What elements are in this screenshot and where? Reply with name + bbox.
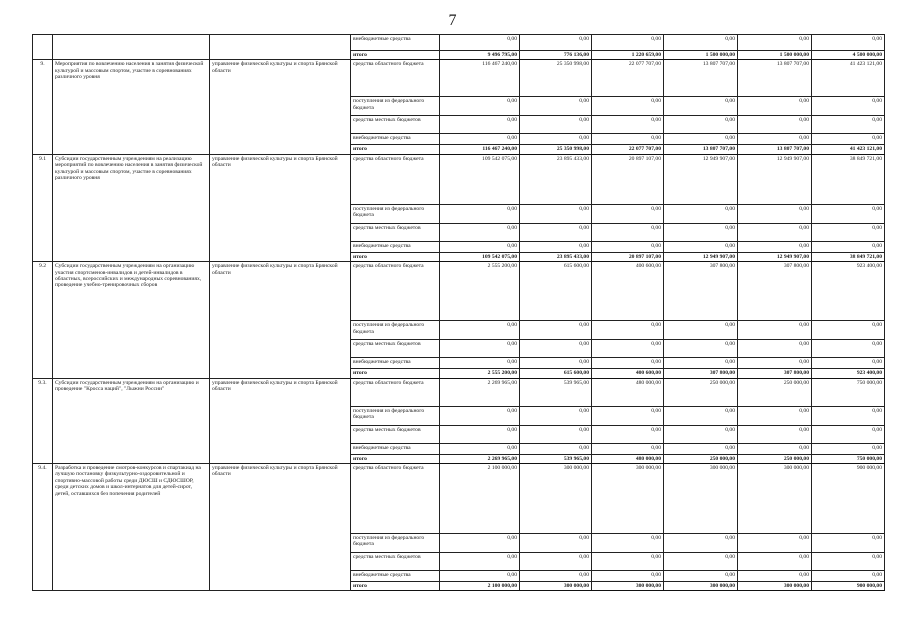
amount-cell: 0,00 — [738, 134, 812, 145]
amount-cell: 0,00 — [812, 321, 885, 340]
amount-cell: 20 897 107,00 — [592, 252, 664, 261]
amount-cell: 22 077 707,00 — [592, 60, 664, 97]
amount-cell: 0,00 — [664, 553, 738, 571]
amount-cell: 776 136,00 — [520, 51, 592, 60]
amount-cell: 307 800,00 — [738, 262, 812, 321]
amount-cell: 0,00 — [520, 553, 592, 571]
amount-cell: 300 000,00 — [664, 464, 738, 534]
amount-cell: 0,00 — [592, 321, 664, 340]
amount-cell: 0,00 — [520, 223, 592, 241]
amount-cell: 0,00 — [664, 116, 738, 134]
amount-cell: 109 542 075,00 — [440, 154, 520, 204]
activity-name-cell: Субсидии государственным учреждениям на реализацию мероприятий по вовлечению населения в занятия физической культурой и массовым спортом, участие в соревнованиях различного уровня — [53, 154, 210, 261]
funding-source-cell: итого — [351, 252, 440, 261]
amount-cell: 0,00 — [592, 340, 664, 358]
amount-cell: 0,00 — [738, 425, 812, 443]
amount-cell: 2 100 000,00 — [440, 582, 520, 591]
amount-cell: 0,00 — [520, 534, 592, 553]
funding-source-cell: средства местных бюджетов — [351, 116, 440, 134]
funding-source-cell: итого — [351, 454, 440, 463]
row-index-cell: 9.3. — [33, 378, 53, 463]
amount-cell: 0,00 — [812, 534, 885, 553]
amount-cell: 300 000,00 — [520, 464, 592, 534]
amount-cell: 38 849 721,00 — [812, 252, 885, 261]
funding-source-cell: поступления из федерального бюджета — [351, 406, 440, 425]
amount-cell: 900 000,00 — [812, 582, 885, 591]
amount-cell: 615 600,00 — [520, 262, 592, 321]
amount-cell: 0,00 — [440, 97, 520, 116]
table-row — [33, 464, 885, 534]
amount-cell: 0,00 — [812, 116, 885, 134]
funding-source-cell: средства областного бюджета — [351, 60, 440, 97]
amount-cell: 116 467 240,00 — [440, 60, 520, 97]
amount-cell: 0,00 — [520, 358, 592, 369]
amount-cell: 0,00 — [664, 340, 738, 358]
amount-cell: 13 807 707,00 — [664, 145, 738, 154]
amount-cell: 0,00 — [738, 241, 812, 252]
amount-cell: 0,00 — [440, 204, 520, 223]
amount-cell: 307 800,00 — [664, 262, 738, 321]
page-number: 7 — [448, 12, 457, 29]
table-row — [33, 262, 885, 321]
funding-source-cell: внебюджетные средства — [351, 241, 440, 252]
amount-cell: 0,00 — [738, 406, 812, 425]
amount-cell: 0,00 — [520, 97, 592, 116]
amount-cell: 0,00 — [440, 443, 520, 454]
amount-cell: 400 600,00 — [592, 262, 664, 321]
funding-source-cell: средства областного бюджета — [351, 262, 440, 321]
amount-cell: 250 000,00 — [738, 378, 812, 406]
funding-source-cell: поступления из федерального бюджета — [351, 204, 440, 223]
amount-cell: 41 423 121,00 — [812, 60, 885, 97]
amount-cell: 22 077 707,00 — [592, 145, 664, 154]
amount-cell: 0,00 — [592, 204, 664, 223]
amount-cell: 307 800,00 — [738, 369, 812, 378]
amount-cell: 0,00 — [738, 223, 812, 241]
amount-cell: 0,00 — [664, 406, 738, 425]
amount-cell: 0,00 — [440, 358, 520, 369]
amount-cell: 300 000,00 — [738, 464, 812, 534]
amount-cell: 0,00 — [738, 571, 812, 582]
amount-cell: 13 807 707,00 — [738, 60, 812, 97]
funding-source-cell: итого — [351, 51, 440, 60]
amount-cell: 750 000,00 — [812, 378, 885, 406]
amount-cell: 0,00 — [664, 358, 738, 369]
amount-cell: 0,00 — [738, 116, 812, 134]
amount-cell: 0,00 — [812, 241, 885, 252]
amount-cell: 0,00 — [440, 223, 520, 241]
amount-cell: 0,00 — [592, 553, 664, 571]
funding-source-cell: средства местных бюджетов — [351, 340, 440, 358]
amount-cell: 300 000,00 — [738, 582, 812, 591]
amount-cell: 300 000,00 — [664, 582, 738, 591]
table-row — [33, 35, 885, 51]
amount-cell: 0,00 — [664, 443, 738, 454]
executor-cell: управление физической культуры и спорта Брянской области — [210, 464, 351, 591]
activity-name-cell — [53, 35, 210, 60]
budget-table — [32, 34, 885, 591]
amount-cell: 250 000,00 — [738, 454, 812, 463]
amount-cell: 0,00 — [592, 571, 664, 582]
amount-cell: 0,00 — [664, 425, 738, 443]
amount-cell: 1 500 000,00 — [664, 51, 738, 60]
amount-cell: 0,00 — [520, 425, 592, 443]
amount-cell: 12 949 907,00 — [738, 252, 812, 261]
amount-cell: 300 000,00 — [520, 582, 592, 591]
amount-cell: 9 496 795,00 — [440, 51, 520, 60]
amount-cell: 0,00 — [812, 406, 885, 425]
funding-source-cell: поступления из федерального бюджета — [351, 321, 440, 340]
amount-cell: 539 965,00 — [520, 378, 592, 406]
amount-cell: 0,00 — [440, 553, 520, 571]
amount-cell: 0,00 — [664, 97, 738, 116]
amount-cell: 0,00 — [812, 571, 885, 582]
amount-cell: 25 350 998,00 — [520, 145, 592, 154]
amount-cell: 0,00 — [440, 571, 520, 582]
amount-cell: 0,00 — [440, 425, 520, 443]
executor-cell — [210, 35, 351, 60]
amount-cell: 109 542 075,00 — [440, 252, 520, 261]
amount-cell: 0,00 — [812, 204, 885, 223]
amount-cell: 0,00 — [592, 443, 664, 454]
amount-cell: 23 895 433,00 — [520, 154, 592, 204]
row-index-cell — [33, 35, 53, 60]
amount-cell: 0,00 — [738, 553, 812, 571]
amount-cell: 12 949 907,00 — [738, 154, 812, 204]
amount-cell: 25 350 998,00 — [520, 60, 592, 97]
amount-cell: 300 000,00 — [592, 464, 664, 534]
amount-cell: 0,00 — [592, 534, 664, 553]
amount-cell: 923 400,00 — [812, 262, 885, 321]
amount-cell: 0,00 — [592, 358, 664, 369]
amount-cell: 0,00 — [664, 134, 738, 145]
amount-cell: 2 269 965,00 — [440, 454, 520, 463]
amount-cell: 0,00 — [440, 534, 520, 553]
table-row — [33, 60, 885, 97]
executor-cell: управление физической культуры и спорта Брянской области — [210, 378, 351, 463]
funding-source-cell: поступления из федерального бюджета — [351, 97, 440, 116]
amount-cell: 0,00 — [812, 97, 885, 116]
amount-cell: 750 000,00 — [812, 454, 885, 463]
amount-cell: 2 269 965,00 — [440, 378, 520, 406]
amount-cell: 0,00 — [738, 204, 812, 223]
amount-cell: 0,00 — [738, 35, 812, 51]
amount-cell: 0,00 — [440, 406, 520, 425]
amount-cell: 0,00 — [738, 534, 812, 553]
amount-cell: 0,00 — [738, 321, 812, 340]
funding-source-cell: внебюджетные средства — [351, 358, 440, 369]
amount-cell: 0,00 — [812, 553, 885, 571]
amount-cell: 0,00 — [520, 134, 592, 145]
amount-cell: 250 000,00 — [664, 454, 738, 463]
amount-cell: 0,00 — [592, 425, 664, 443]
amount-cell: 0,00 — [812, 223, 885, 241]
amount-cell: 2 100 000,00 — [440, 464, 520, 534]
amount-cell: 0,00 — [592, 241, 664, 252]
amount-cell: 0,00 — [664, 223, 738, 241]
amount-cell: 0,00 — [812, 425, 885, 443]
amount-cell: 250 000,00 — [664, 378, 738, 406]
amount-cell: 0,00 — [664, 571, 738, 582]
amount-cell: 0,00 — [664, 204, 738, 223]
amount-cell: 12 949 907,00 — [664, 154, 738, 204]
amount-cell: 0,00 — [520, 340, 592, 358]
amount-cell: 480 000,00 — [592, 378, 664, 406]
amount-cell: 38 849 721,00 — [812, 154, 885, 204]
amount-cell: 0,00 — [592, 97, 664, 116]
amount-cell: 0,00 — [440, 340, 520, 358]
activity-name-cell: Мероприятия по вовлечению населения в занятия физической культурой и массовым спортом, участие в соревнованиях различного уровня — [53, 60, 210, 154]
funding-source-cell: итого — [351, 369, 440, 378]
table-row — [33, 378, 885, 406]
amount-cell: 1 500 000,00 — [738, 51, 812, 60]
amount-cell: 0,00 — [738, 340, 812, 358]
amount-cell: 0,00 — [812, 443, 885, 454]
amount-cell: 0,00 — [520, 406, 592, 425]
amount-cell: 923 400,00 — [812, 369, 885, 378]
funding-source-cell: средства местных бюджетов — [351, 553, 440, 571]
funding-source-cell: итого — [351, 582, 440, 591]
amount-cell: 0,00 — [812, 340, 885, 358]
amount-cell: 23 895 433,00 — [520, 252, 592, 261]
amount-cell: 480 000,00 — [592, 454, 664, 463]
executor-cell: управление физической культуры и спорта Брянской области — [210, 262, 351, 378]
funding-source-cell: внебюджетные средства — [351, 443, 440, 454]
amount-cell: 0,00 — [520, 116, 592, 134]
amount-cell: 0,00 — [520, 241, 592, 252]
row-index-cell: 9.4. — [33, 464, 53, 591]
amount-cell: 0,00 — [812, 358, 885, 369]
amount-cell: 0,00 — [520, 35, 592, 51]
amount-cell: 0,00 — [738, 97, 812, 116]
amount-cell: 0,00 — [592, 35, 664, 51]
amount-cell: 0,00 — [440, 116, 520, 134]
executor-cell: управление физической культуры и спорта Брянской области — [210, 154, 351, 261]
funding-source-cell: средства местных бюджетов — [351, 223, 440, 241]
amount-cell: 0,00 — [664, 241, 738, 252]
amount-cell: 0,00 — [440, 241, 520, 252]
amount-cell: 0,00 — [664, 534, 738, 553]
funding-source-cell: внебюджетные средства — [351, 571, 440, 582]
amount-cell: 2 555 200,00 — [440, 262, 520, 321]
amount-cell: 13 807 707,00 — [738, 145, 812, 154]
activity-name-cell: Субсидии государственным учреждениям на организацию участия спортсменов-инвалидов и детей-инвалидов в областных, всероссийских и международных соревнованиях, проведение учебно-тренировочных сборов — [53, 262, 210, 378]
amount-cell: 0,00 — [520, 321, 592, 340]
funding-source-cell: средства областного бюджета — [351, 154, 440, 204]
activity-name-cell: Субсидии государственным учреждениям на организацию и проведение "Кросса наций", "Лыжни России" — [53, 378, 210, 463]
funding-source-cell: средства областного бюджета — [351, 378, 440, 406]
amount-cell: 307 800,00 — [664, 369, 738, 378]
amount-cell: 0,00 — [520, 443, 592, 454]
amount-cell: 0,00 — [440, 35, 520, 51]
amount-cell: 2 555 200,00 — [440, 369, 520, 378]
funding-source-cell: средства областного бюджета — [351, 464, 440, 534]
amount-cell: 539 965,00 — [520, 454, 592, 463]
amount-cell: 0,00 — [592, 134, 664, 145]
amount-cell: 0,00 — [738, 443, 812, 454]
amount-cell: 0,00 — [592, 223, 664, 241]
amount-cell: 20 897 107,00 — [592, 154, 664, 204]
amount-cell: 0,00 — [440, 321, 520, 340]
row-index-cell: 9.2 — [33, 262, 53, 378]
row-index-cell: 9. — [33, 60, 53, 154]
amount-cell: 0,00 — [520, 204, 592, 223]
amount-cell: 0,00 — [738, 358, 812, 369]
funding-source-cell: средства местных бюджетов — [351, 425, 440, 443]
amount-cell: 0,00 — [664, 321, 738, 340]
funding-source-cell: итого — [351, 145, 440, 154]
funding-source-cell: поступления из федерального бюджета — [351, 534, 440, 553]
row-index-cell: 9.1 — [33, 154, 53, 261]
amount-cell: 116 467 240,00 — [440, 145, 520, 154]
amount-cell: 41 423 121,00 — [812, 145, 885, 154]
amount-cell: 615 600,00 — [520, 369, 592, 378]
amount-cell: 0,00 — [812, 35, 885, 51]
amount-cell: 0,00 — [812, 134, 885, 145]
amount-cell: 900 000,00 — [812, 464, 885, 534]
funding-source-cell: внебюджетные средства — [351, 134, 440, 145]
amount-cell: 0,00 — [592, 116, 664, 134]
activity-name-cell: Разработка и проведение смотров-конкурсов и спартакиад на лучшую постановку физкультурно-оздоровительной и спортивно-массовой работы среди ДЮСШ и СДЮСШОР, среди детских домов и школ-интернатов для детей-сирот, детей, оставшихся без попечения родителей — [53, 464, 210, 591]
amount-cell: 0,00 — [520, 571, 592, 582]
amount-cell: 4 500 000,00 — [812, 51, 885, 60]
amount-cell: 13 807 707,00 — [664, 60, 738, 97]
amount-cell: 300 000,00 — [592, 582, 664, 591]
amount-cell: 1 220 659,00 — [592, 51, 664, 60]
table-row — [33, 154, 885, 204]
executor-cell: управление физической культуры и спорта Брянской области — [210, 60, 351, 154]
amount-cell: 400 600,00 — [592, 369, 664, 378]
funding-source-cell: внебюджетные средства — [351, 35, 440, 51]
amount-cell: 12 949 907,00 — [664, 252, 738, 261]
amount-cell: 0,00 — [440, 134, 520, 145]
amount-cell: 0,00 — [664, 35, 738, 51]
amount-cell: 0,00 — [592, 406, 664, 425]
